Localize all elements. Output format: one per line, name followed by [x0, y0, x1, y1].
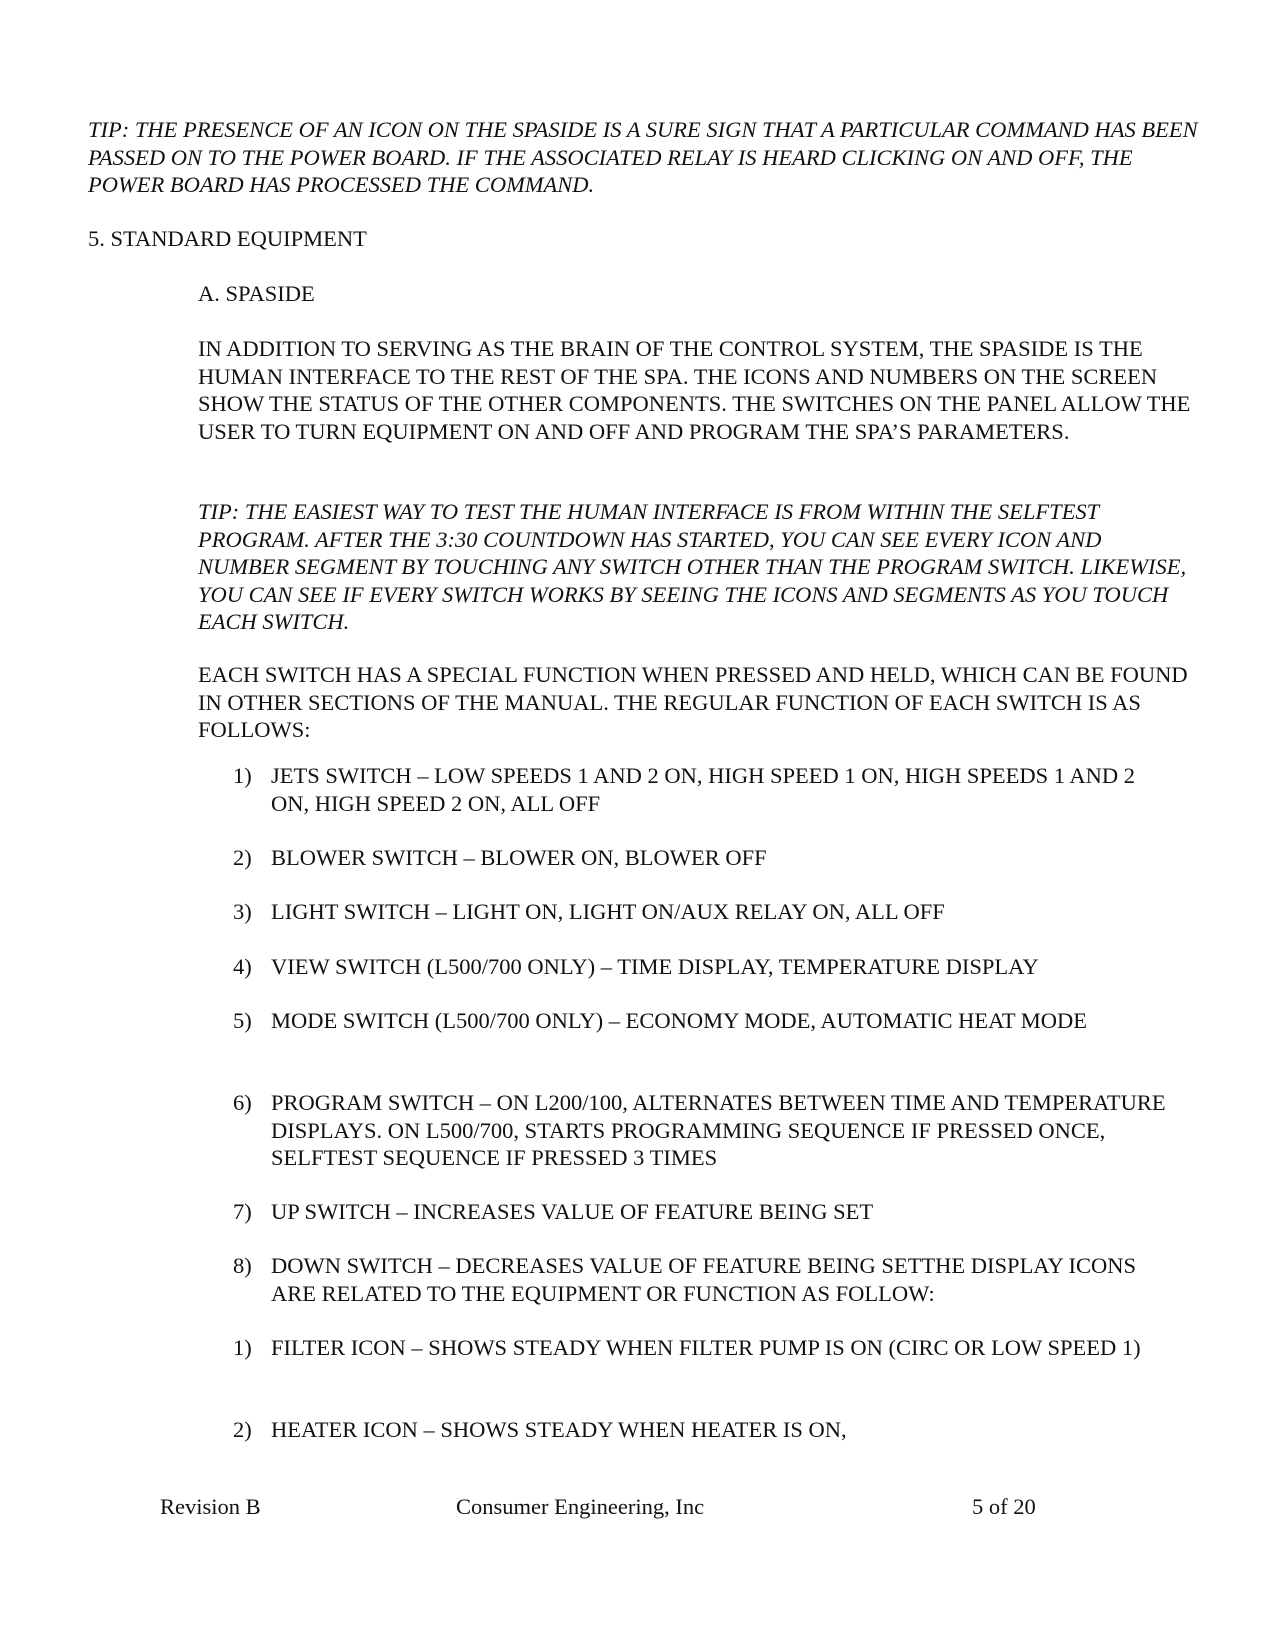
list-text: HEATER ICON – SHOWS STEADY WHEN HEATER IS ON,	[271, 1417, 847, 1442]
list-number: 1)	[233, 1335, 252, 1360]
list-item-program-switch	[233, 1089, 1178, 1172]
list-item-mode-switch	[233, 1007, 1178, 1035]
subsection-heading: A. SPASIDE	[198, 281, 315, 306]
list-text: LIGHT SWITCH – LIGHT ON, LIGHT ON/AUX RELAY ON, ALL OFF	[271, 899, 945, 924]
list-text: MODE SWITCH (L500/700 ONLY) – ECONOMY MODE, AUTOMATIC HEAT MODE	[271, 1008, 1088, 1033]
list-item-up-switch	[233, 1198, 1178, 1226]
list-number: 2)	[233, 1417, 252, 1442]
tip-paragraph: TIP: THE PRESENCE OF AN ICON ON THE SPASIDE IS A SURE SIGN THAT A PARTICULAR COMMAND HAS BEEN PASSED ON TO THE POWER BOARD. IF THE ASSOCIATED RELAY IS HEARD CLICKING ON AND OFF, THE POWER BOARD HAS PROCESSED THE COMMAND.	[88, 117, 1198, 197]
list-number: 6)	[233, 1090, 252, 1115]
list-number: 1)	[233, 763, 252, 788]
switch-intro-paragraph: EACH SWITCH HAS A SPECIAL FUNCTION WHEN PRESSED AND HELD, WHICH CAN BE FOUND IN OTHER SECTIONS OF THE MANUAL. THE REGULAR FUNCTION OF EACH SWITCH IS AS FOLLOWS:	[198, 662, 1188, 742]
spaside-description: IN ADDITION TO SERVING AS THE BRAIN OF THE CONTROL SYSTEM, THE SPASIDE IS THE HUMAN INTERFACE TO THE REST OF THE SPA. THE ICONS AND NUMBERS ON THE SCREEN SHOW THE STATUS OF THE OTHER COMPONENTS. THE SWITCHES ON THE PANEL ALLOW THE USER TO TURN EQUIPMENT ON AND OFF AND PROGRAM THE SPA’S PARAMETERS.	[198, 336, 1191, 444]
list-number: 2)	[233, 845, 252, 870]
footer-page-number: 5 of 20	[972, 1494, 1036, 1519]
footer-company: Consumer Engineering, Inc	[456, 1494, 705, 1519]
list-number: 5)	[233, 1008, 252, 1033]
list-item-jets-switch	[233, 762, 1178, 817]
list-item-light-switch	[233, 898, 1178, 926]
list-text: BLOWER SWITCH – BLOWER ON, BLOWER OFF	[271, 845, 767, 870]
list-number: 8)	[233, 1253, 252, 1278]
list-item-blower-switch	[233, 844, 1178, 872]
list-text: PROGRAM SWITCH – ON L200/100, ALTERNATES BETWEEN TIME AND TEMPERATURE DISPLAYS. ON L500/700, STARTS PROGRAMMING SEQUENCE IF PRESSED ONCE, SELFTEST SEQUENCE IF PRESSED 3 TIMES	[271, 1090, 1166, 1170]
list-item-filter-icon	[233, 1334, 1178, 1362]
footer-revision: Revision B	[160, 1494, 261, 1519]
list-number: 4)	[233, 954, 252, 979]
list-item-down-switch	[233, 1252, 1178, 1307]
list-number: 7)	[233, 1199, 252, 1224]
tip-paragraph-selftest: TIP: THE EASIEST WAY TO TEST THE HUMAN INTERFACE IS FROM WITHIN THE SELFTEST PROGRAM. AFTER THE 3:30 COUNTDOWN HAS STARTED, YOU CAN SEE EVERY ICON AND NUMBER SEGMENT BY TOUCHING ANY SWITCH OTHER THAN THE PROGRAM SWITCH. LIKEWISE, YOU CAN SEE IF EVERY SWITCH WORKS BY SEEING THE ICONS AND SEGMENTS AS YOU TOUCH EACH SWITCH.	[198, 499, 1187, 634]
list-item-heater-icon	[233, 1416, 1178, 1444]
list-item-view-switch	[233, 953, 1178, 981]
list-text: FILTER ICON – SHOWS STEADY WHEN FILTER PUMP IS ON (CIRC OR LOW SPEED 1)	[271, 1335, 1141, 1360]
list-text: JETS SWITCH – LOW SPEEDS 1 AND 2 ON, HIGH SPEED 1 ON, HIGH SPEEDS 1 AND 2 ON, HIGH SPEED 2 ON, ALL OFF	[271, 763, 1135, 816]
list-text: UP SWITCH – INCREASES VALUE OF FEATURE BEING SET	[271, 1199, 874, 1224]
list-text: VIEW SWITCH (L500/700 ONLY) – TIME DISPLAY, TEMPERATURE DISPLAY	[271, 954, 1039, 979]
list-text: DOWN SWITCH – DECREASES VALUE OF FEATURE BEING SETTHE DISPLAY ICONS ARE RELATED TO THE EQUIPMENT OR FUNCTION AS FOLLOW:	[271, 1253, 1137, 1306]
section-heading: 5. STANDARD EQUIPMENT	[88, 226, 367, 251]
list-number: 3)	[233, 899, 252, 924]
